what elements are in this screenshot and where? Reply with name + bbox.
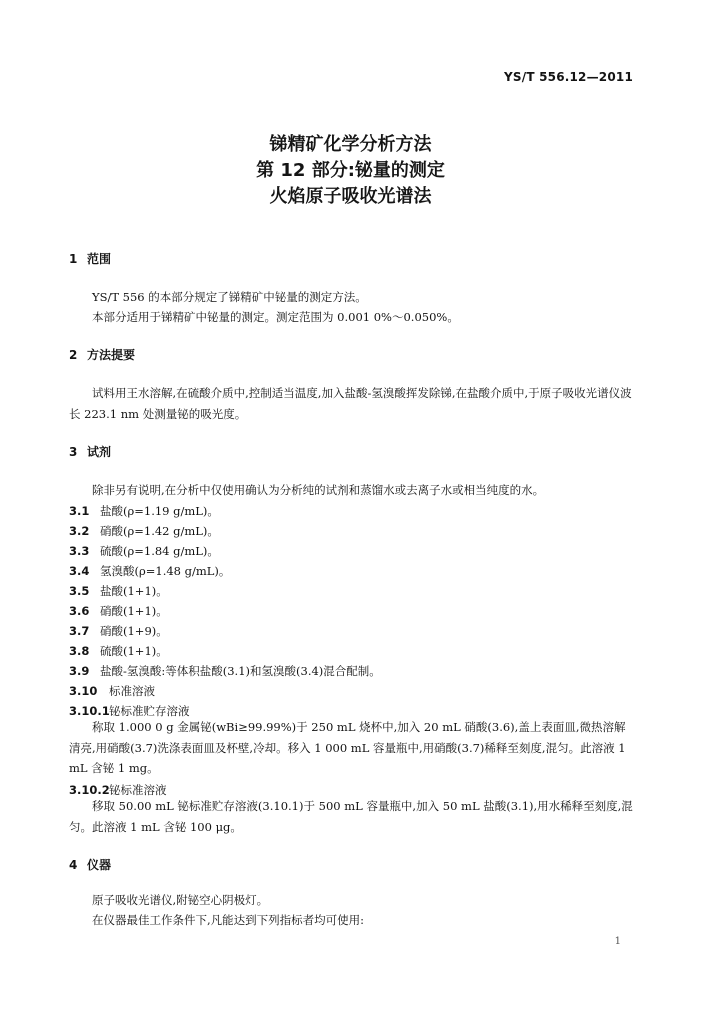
item-number: 3.8 [69, 644, 90, 658]
item-text: 硝酸(1+1)。 [100, 604, 168, 618]
section-number: 4 [69, 858, 78, 872]
item-number: 3.1 [69, 504, 90, 518]
section-4-paragraph-1 [69, 890, 635, 911]
item-text: 硫酸(ρ=1.84 g/mL)。 [100, 544, 219, 558]
item-text: 盐酸-氢溴酸:等体积盐酸(3.1)和氢溴酸(3.4)混合配制。 [100, 664, 381, 678]
item-number: 3.9 [69, 664, 90, 678]
section-3-10-2-paragraph [69, 796, 635, 837]
section-3-heading [69, 443, 111, 460]
title-line-2: 第 12 部分:铋量的测定 [256, 160, 445, 181]
item-number: 3.6 [69, 604, 90, 618]
item-text: 硝酸(ρ=1.42 g/mL)。 [100, 524, 219, 538]
reagent-item [69, 623, 168, 639]
paragraph-text: 本部分适用于锑精矿中铋量的测定。测定范围为 0.001 0%～0.050%。 [92, 310, 459, 324]
item-number: 3.7 [69, 624, 90, 638]
item-text: 氢溴酸(ρ=1.48 g/mL)。 [100, 564, 231, 578]
paragraph-text: 称取 1.000 0 g 金属铋(wBi≥99.99%)于 250 mL 烧杯中,加入 20 mL 硝酸(3.6),盖上表面皿,微热溶解清亮,用硝酸(3.7)洗涤表面皿及杯壁,冷却。移入 1 000 mL 容量瓶中,用硝酸(3.7)稀释至刻度,混匀。此溶液 1 mL 含铋 1 mg。 [69, 720, 626, 775]
reagent-item [69, 643, 168, 659]
paragraph-text: 试料用王水溶解,在硫酸介质中,控制适当温度,加入盐酸-氢溴酸挥发除锑,在盐酸介质中,于原子吸收光谱仪波长 223.1 nm 处测量铋的吸光度。 [69, 386, 632, 421]
item-number: 3.5 [69, 584, 90, 598]
item-text: 盐酸(ρ=1.19 g/mL)。 [100, 504, 219, 518]
section-2-heading [69, 346, 135, 363]
item-number: 3.10.2 [69, 783, 110, 797]
item-number: 3.2 [69, 524, 90, 538]
section-number: 3 [69, 445, 78, 459]
item-text: 盐酸(1+1)。 [100, 584, 168, 598]
section-title: 仪器 [87, 858, 112, 872]
reagent-item [69, 583, 168, 599]
reagent-item [69, 603, 168, 619]
item-text: 铋标准溶液 [109, 783, 167, 797]
section-title: 试剂 [87, 445, 112, 459]
section-number: 1 [69, 252, 78, 266]
paragraph-text: 原子吸收光谱仪,附铋空心阴极灯。 [92, 893, 269, 907]
paragraph-text: 移取 50.00 mL 铋标准贮存溶液(3.10.1)于 500 mL 容量瓶中,加入 50 mL 盐酸(3.1),用水稀释至刻度,混匀。此溶液 1 mL 含铋 100 μg。 [69, 799, 633, 834]
section-title: 范围 [87, 252, 112, 266]
item-number: 3.3 [69, 544, 90, 558]
item-number: 3.4 [69, 564, 90, 578]
reagent-item [69, 663, 381, 679]
item-text: 硝酸(1+9)。 [100, 624, 168, 638]
section-1-paragraph-1 [69, 287, 635, 308]
item-number: 3.10.1 [69, 704, 110, 718]
item-text: 硫酸(1+1)。 [100, 644, 168, 658]
title-line-3: 火焰原子吸收光谱法 [269, 186, 432, 207]
section-1-heading [69, 250, 111, 267]
section-4-paragraph-2 [69, 910, 635, 931]
reagent-item [69, 683, 155, 699]
page-number: 1 [614, 936, 621, 947]
standard-code: YS/T 556.12—2011 [504, 70, 633, 84]
section-number: 2 [69, 348, 78, 362]
section-4-heading [69, 856, 111, 873]
paragraph-text: YS/T 556 的本部分规定了锑精矿中铋量的测定方法。 [92, 290, 367, 304]
paragraph-text: 在仪器最佳工作条件下,凡能达到下列指标者均可使用: [92, 913, 365, 927]
title-line-1: 锑精矿化学分析方法 [269, 134, 432, 155]
section-title: 方法提要 [87, 348, 136, 362]
section-3-10-1-paragraph [69, 717, 635, 779]
section-3-intro [69, 480, 635, 501]
reagent-item [69, 543, 219, 559]
item-text: 铋标准贮存溶液 [109, 704, 190, 718]
item-text: 标准溶液 [109, 684, 155, 698]
reagent-item [69, 563, 230, 579]
section-1-paragraph-2 [69, 307, 635, 328]
paragraph-text: 除非另有说明,在分析中仅使用确认为分析纯的试剂和蒸馏水或去离子水或相当纯度的水。 [92, 483, 545, 497]
reagent-item [69, 523, 219, 539]
reagent-item [69, 503, 219, 519]
item-number: 3.10 [69, 684, 98, 698]
section-2-paragraph [69, 383, 635, 424]
